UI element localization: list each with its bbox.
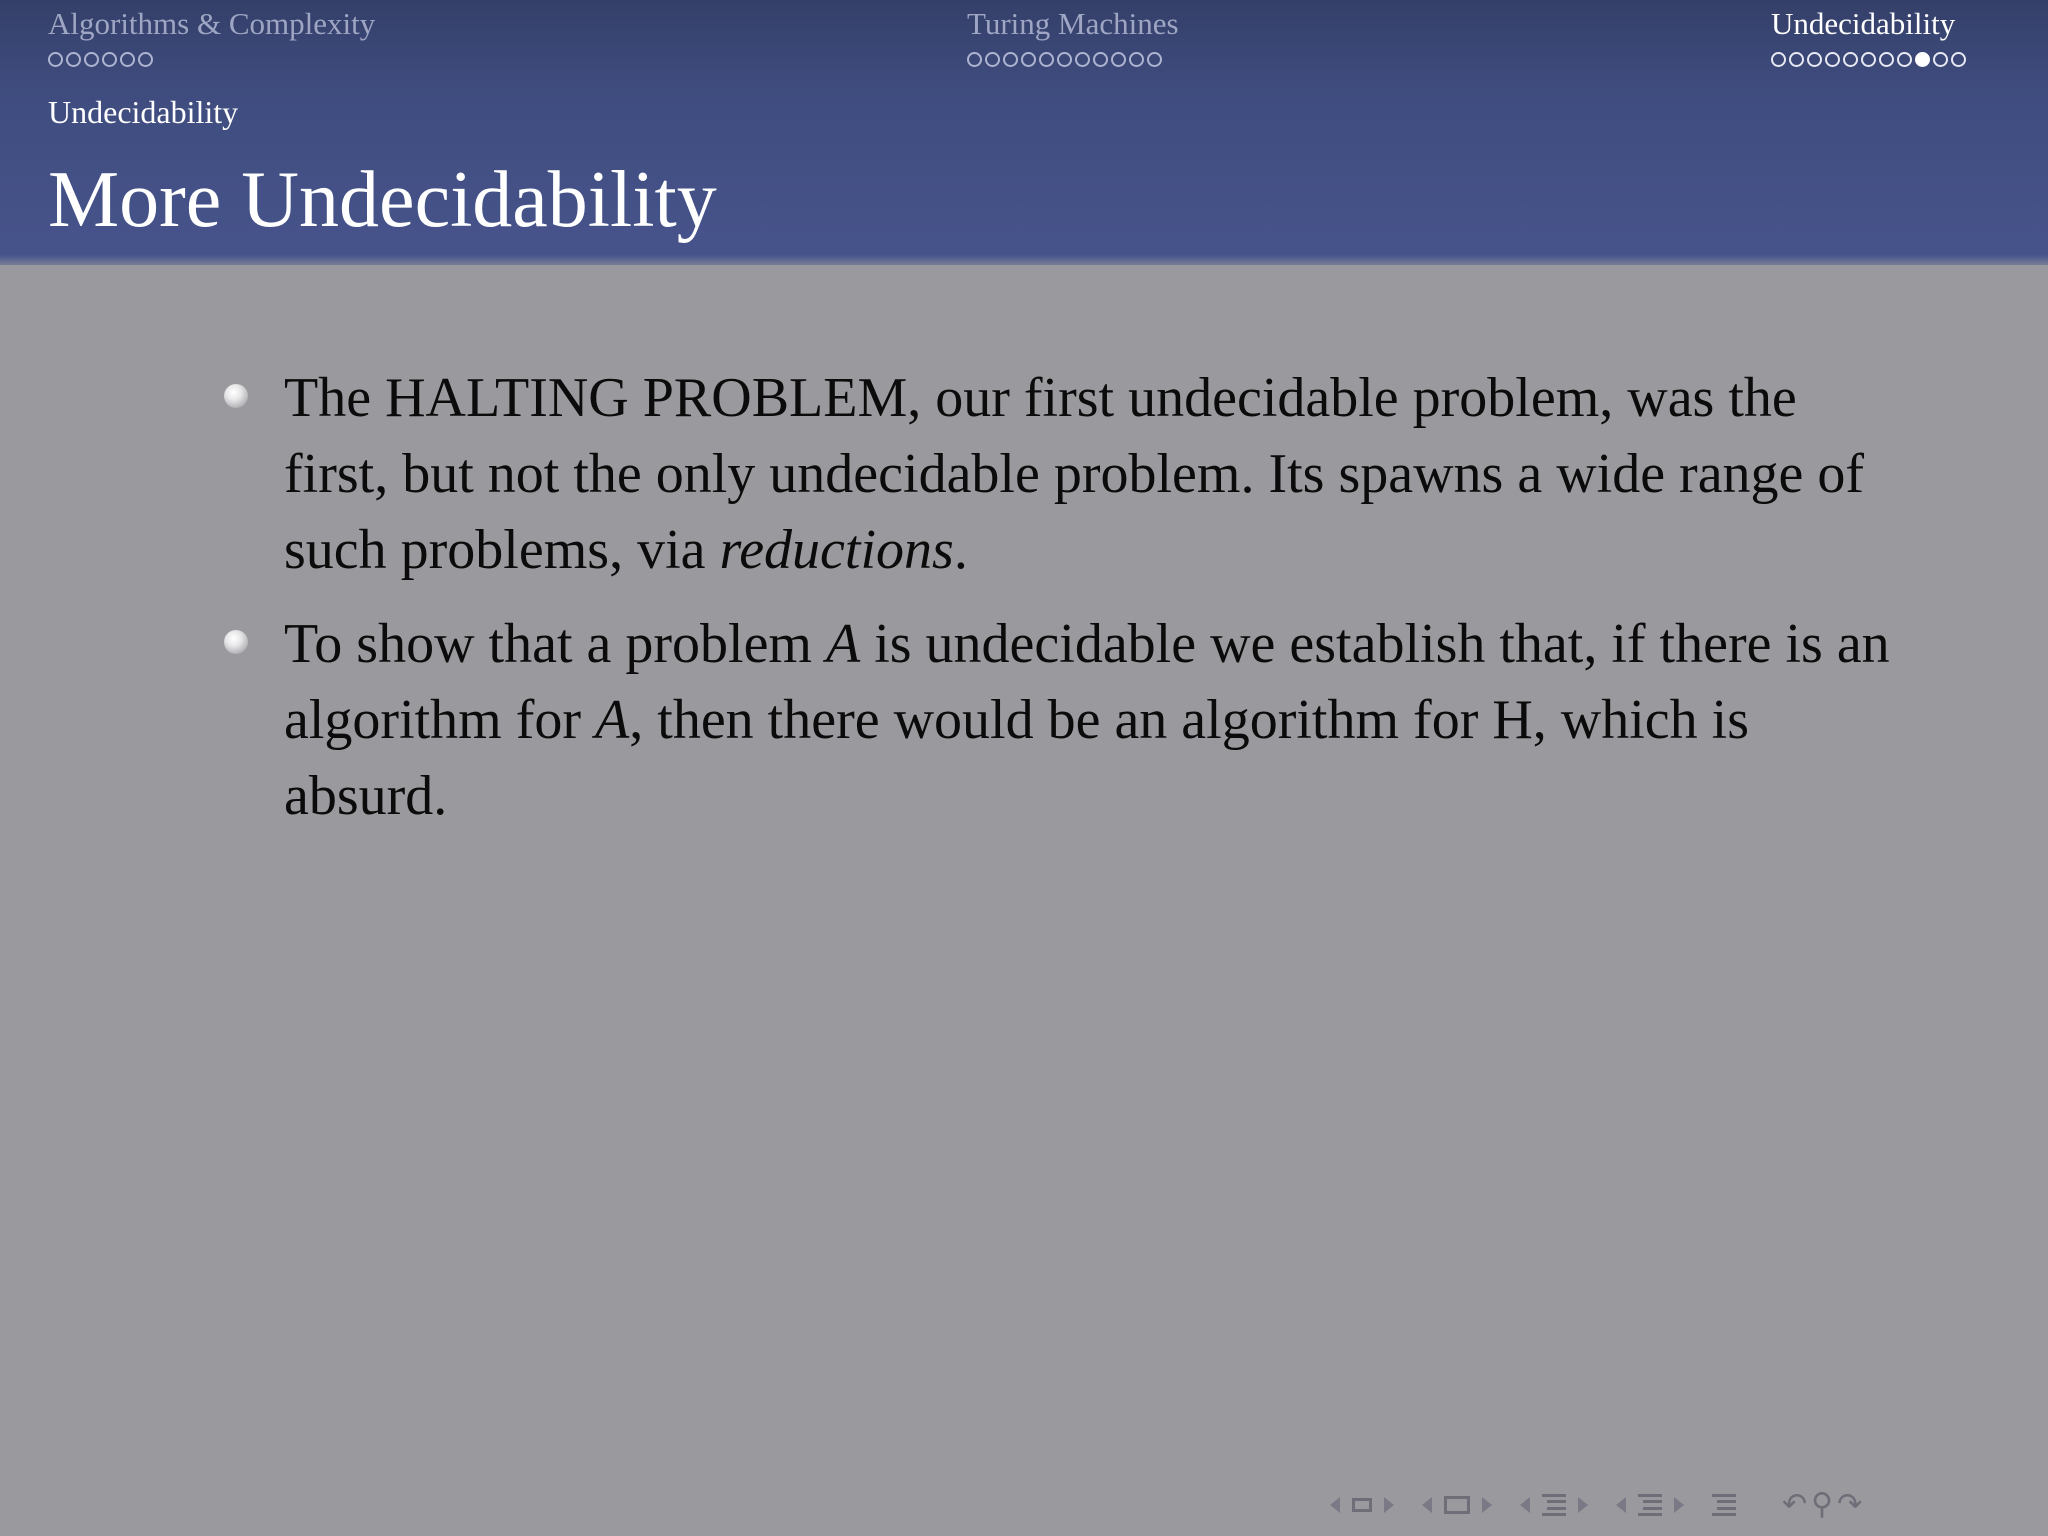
- frame-dot[interactable]: [84, 52, 99, 67]
- slide-header: [0, 0, 2048, 265]
- prev-frame-arrow-icon[interactable]: [1330, 1497, 1340, 1513]
- text-run: A: [825, 613, 861, 675]
- frame-dot[interactable]: [1861, 52, 1876, 67]
- frame-dot[interactable]: [985, 52, 1000, 67]
- frame-dots: [967, 52, 1179, 67]
- text-run: .: [953, 519, 968, 581]
- frame-dot[interactable]: [1003, 52, 1018, 67]
- bullet-item-2: [220, 606, 1900, 834]
- frame-dot[interactable]: [102, 52, 117, 67]
- frame-dot[interactable]: [1021, 52, 1036, 67]
- frame-dot[interactable]: [1933, 52, 1948, 67]
- frame-dot[interactable]: [1093, 52, 1108, 67]
- page-title: More Undecidability: [48, 156, 717, 244]
- frame-dots: [1771, 52, 1966, 67]
- bullet-item-1: [220, 360, 1900, 588]
- section-title[interactable]: Turing Machines: [967, 6, 1179, 41]
- frame-dot[interactable]: [1897, 52, 1912, 67]
- text-run: reductions: [719, 519, 954, 581]
- frame-dot[interactable]: [1039, 52, 1054, 67]
- frame-dot[interactable]: [1807, 52, 1822, 67]
- bullet-icon: [224, 384, 248, 408]
- frame-dot[interactable]: [1147, 52, 1162, 67]
- search-icon[interactable]: ⚲: [1811, 1487, 1834, 1522]
- section-nav-undecidability[interactable]: [1771, 6, 1966, 67]
- frame-dot[interactable]: [66, 52, 81, 67]
- frame-dot[interactable]: [1129, 52, 1144, 67]
- frame-dot[interactable]: [1825, 52, 1840, 67]
- frame-dot[interactable]: [138, 52, 153, 67]
- back-icon[interactable]: ↶: [1782, 1487, 1808, 1522]
- frame-dot[interactable]: [1057, 52, 1072, 67]
- section-icon[interactable]: [1542, 1494, 1566, 1516]
- frame-dots: [48, 52, 375, 67]
- text-run: To show that a problem: [284, 613, 826, 675]
- next-frame-arrow-icon[interactable]: [1384, 1497, 1394, 1513]
- frame-dot[interactable]: [1075, 52, 1090, 67]
- frame-dot[interactable]: [1111, 52, 1126, 67]
- next-section-arrow-icon[interactable]: [1578, 1497, 1588, 1513]
- text-run: is undecidable we establish that, if there is an algorithm for: [284, 613, 1890, 751]
- document-icon[interactable]: [1638, 1494, 1662, 1516]
- prev-section-arrow-icon[interactable]: [1520, 1497, 1530, 1513]
- frame-dot[interactable]: [1915, 52, 1930, 67]
- text-run: , then there would be an algorithm for H, which is absurd.: [284, 689, 1749, 827]
- frame-dot[interactable]: [48, 52, 63, 67]
- section-nav-turing-machines[interactable]: [967, 6, 1179, 67]
- prev-document-arrow-icon[interactable]: [1616, 1497, 1626, 1513]
- frame-dot[interactable]: [120, 52, 135, 67]
- slide-body: [220, 360, 1900, 852]
- frame-dot[interactable]: [1843, 52, 1858, 67]
- section-title[interactable]: Algorithms & Complexity: [48, 6, 376, 41]
- forward-icon[interactable]: ↷: [1837, 1487, 1863, 1522]
- bullet-text: [284, 606, 1900, 834]
- section-navigation: [0, 0, 2048, 90]
- next-document-arrow-icon[interactable]: [1674, 1497, 1684, 1513]
- frame-icon[interactable]: [1352, 1498, 1372, 1512]
- bullet-icon: [224, 630, 248, 654]
- frame-dot[interactable]: [1951, 52, 1966, 67]
- section-nav-algorithms-complexity[interactable]: [48, 6, 375, 67]
- subsection-title: Undecidability: [48, 94, 239, 130]
- text-run: A: [595, 689, 630, 751]
- next-subsection-arrow-icon[interactable]: [1482, 1497, 1492, 1513]
- bullet-text: [284, 360, 1900, 588]
- section-title[interactable]: Undecidability: [1771, 6, 1956, 41]
- prev-subsection-arrow-icon[interactable]: [1422, 1497, 1432, 1513]
- subsection-icon[interactable]: [1444, 1496, 1470, 1514]
- beamer-navigation-symbols: [1330, 1488, 1862, 1522]
- frame-dot[interactable]: [1879, 52, 1894, 67]
- frame-dot[interactable]: [967, 52, 982, 67]
- frame-dot[interactable]: [1771, 52, 1786, 67]
- text-run: The HALTING PROBLEM, our first undecidable problem, was the first, but not the only undecidable problem. Its spawns a wide range of such problems, via: [284, 367, 1865, 581]
- frame-dot[interactable]: [1789, 52, 1804, 67]
- appendix-icon[interactable]: [1712, 1494, 1736, 1516]
